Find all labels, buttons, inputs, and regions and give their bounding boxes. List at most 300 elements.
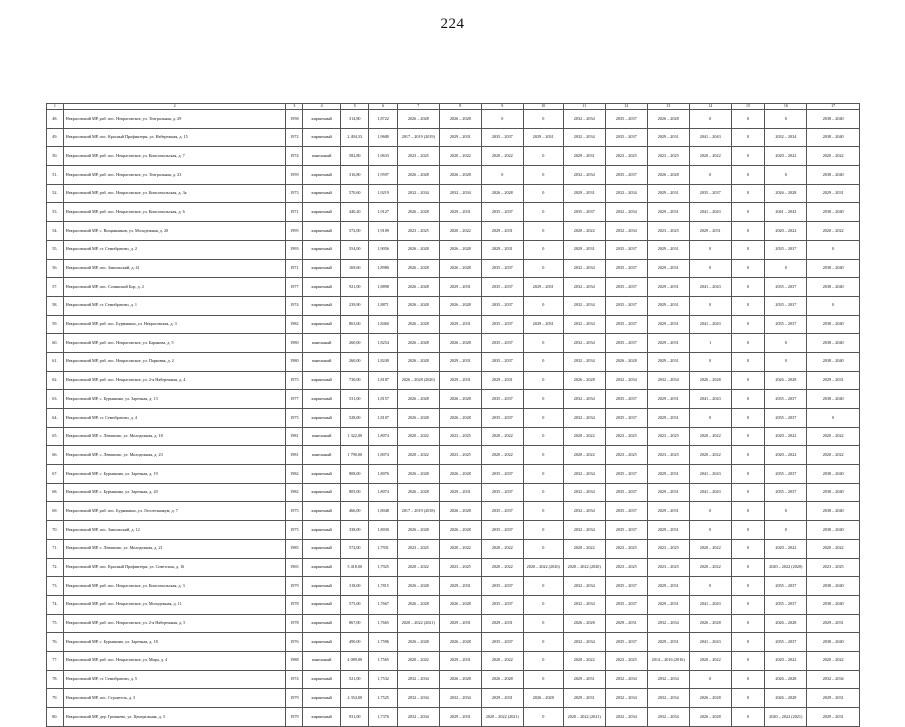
table-cell: 0 bbox=[523, 614, 563, 633]
table-cell: 2026 – 2028 bbox=[765, 670, 807, 689]
table-cell: 2032 – 2034 bbox=[765, 128, 807, 147]
table-cell: 2029 – 2031 bbox=[647, 595, 689, 614]
table-cell: 0 bbox=[765, 110, 807, 129]
row-number-cell: 54. bbox=[47, 222, 64, 241]
table-cell: кирпичный bbox=[303, 595, 341, 614]
table-cell: 931,00 bbox=[341, 708, 369, 727]
table-cell: панельный bbox=[303, 446, 341, 465]
table-cell: 2026 – 2028 bbox=[689, 708, 731, 727]
table-cell: 2029 – 2031 bbox=[523, 278, 563, 297]
table-row bbox=[47, 390, 860, 409]
table-cell: 2020 – 2022 bbox=[807, 222, 860, 241]
table-cell: 2026 – 2028 bbox=[439, 334, 481, 353]
address-cell: Некрасовский МР, ст. Семибратово, д. 4 bbox=[63, 409, 286, 428]
table-cell: 1,8074 bbox=[369, 483, 397, 502]
address-cell: Некрасовский МР, раб. пос. Некрасовское, ул. Мира, д. 4 bbox=[63, 651, 286, 670]
table-cell: 531,00 bbox=[341, 390, 369, 409]
table-cell: 2029 – 2031 bbox=[439, 577, 481, 596]
table-cell: 2020 – 2022 bbox=[439, 222, 481, 241]
table-cell: кирпичный bbox=[303, 577, 341, 596]
address-cell: Некрасовский МР, с. Левашово, ул. Молодежная, д. 18 bbox=[63, 427, 286, 446]
table-cell: 2032 – 2034 bbox=[605, 371, 647, 390]
table-row bbox=[47, 166, 860, 185]
table-cell: 2026 – 2028 bbox=[563, 614, 605, 633]
table-cell: 1,9109 bbox=[369, 222, 397, 241]
address-cell: Некрасовский МР, с. Левашово, ул. Молодежная, д. 23 bbox=[63, 446, 286, 465]
address-cell: Некрасовский МР, раб. пос. Некрасовское, ул. 2-я Набережная, д. 4 bbox=[63, 371, 286, 390]
table-cell: 2029 – 2031 bbox=[689, 222, 731, 241]
table-cell: 2026 – 2028 bbox=[439, 409, 481, 428]
table-cell: 2026 – 2028 bbox=[397, 521, 439, 540]
table-cell: 2035 – 2037 bbox=[605, 409, 647, 428]
table-cell: панельный bbox=[303, 651, 341, 670]
address-cell: Некрасовский МР, раб. пос. Некрасовское, ул. Комсомольская, д. 7 bbox=[63, 147, 286, 166]
address-cell: Некрасовский МР, ст. Семибратово, д. 2 bbox=[63, 240, 286, 259]
row-number-cell: 49. bbox=[47, 128, 64, 147]
table-cell: 1974 bbox=[286, 296, 303, 315]
row-number-cell: 79. bbox=[47, 689, 64, 708]
table-cell: 1,8898 bbox=[369, 278, 397, 297]
table-cell: 2029 – 2031 bbox=[647, 296, 689, 315]
table-cell: 0 bbox=[731, 128, 765, 147]
table-cell: 0 bbox=[523, 296, 563, 315]
table-cell: 2035 – 2037 bbox=[481, 633, 523, 652]
table-cell: 2032 – 2034 bbox=[563, 483, 605, 502]
table-cell: 863,60 bbox=[341, 315, 369, 334]
table-cell: 2020 – 2022 bbox=[481, 539, 523, 558]
table-cell: 2035 – 2037 bbox=[765, 409, 807, 428]
table-cell: 2026 – 2028 bbox=[397, 296, 439, 315]
table-cell: 2035 – 2037 bbox=[605, 334, 647, 353]
table-cell: 1,8157 bbox=[369, 390, 397, 409]
table-cell: 1,7565 bbox=[369, 651, 397, 670]
table-cell: 2029 – 2031 bbox=[647, 128, 689, 147]
table-cell: 2026 – 2028 bbox=[439, 502, 481, 521]
table-cell: 2020 – 2022 bbox=[563, 427, 605, 446]
table-cell: 0 bbox=[731, 521, 765, 540]
table-cell: 2023 – 2025 bbox=[647, 222, 689, 241]
row-number-cell: 66. bbox=[47, 446, 64, 465]
table-cell: 2035 – 2037 bbox=[765, 296, 807, 315]
table-cell: 2029 – 2031 bbox=[647, 633, 689, 652]
table-cell: 2032 – 2034 bbox=[563, 315, 605, 334]
table-cell: 2029 – 2031 bbox=[807, 184, 860, 203]
table-cell: 2035 – 2037 bbox=[605, 110, 647, 129]
table-cell: 2023 – 2025 bbox=[647, 539, 689, 558]
table-cell: 2032 – 2034 bbox=[563, 390, 605, 409]
table-cell: 2020 – 2022 (2020) bbox=[765, 558, 807, 577]
table-cell: 2029 – 2031 bbox=[807, 371, 860, 390]
table-cell: 2020 – 2022 bbox=[765, 222, 807, 241]
table-cell: 2029 – 2031 bbox=[481, 614, 523, 633]
table-cell: 314,80 bbox=[341, 110, 369, 129]
table-row bbox=[47, 465, 860, 484]
table-cell: 805,00 bbox=[341, 483, 369, 502]
table-cell: 2023 – 2025 bbox=[605, 446, 647, 465]
table-cell: 440,20 bbox=[341, 203, 369, 222]
table-row bbox=[47, 147, 860, 166]
table-cell: 2020 – 2022 bbox=[765, 147, 807, 166]
table-cell: 2038 – 2040 bbox=[807, 166, 860, 185]
table-cell: 2035 – 2037 bbox=[765, 483, 807, 502]
table-cell: 2038 – 2040 bbox=[807, 595, 860, 614]
table-cell: 2026 – 2028 bbox=[397, 240, 439, 259]
table-cell: 2029 – 2031 bbox=[439, 708, 481, 727]
address-cell: Некрасовский МР, пос. Красный Профинтерн, ул. Набережная, д. 15 bbox=[63, 128, 286, 147]
table-cell: 318,00 bbox=[341, 577, 369, 596]
table-cell: 1,8030 bbox=[369, 521, 397, 540]
row-number-cell: 73. bbox=[47, 577, 64, 596]
table-cell: 2029 – 2031 bbox=[647, 483, 689, 502]
table-cell: 2020 – 2022 bbox=[397, 446, 439, 465]
table-cell: 2038 – 2040 bbox=[807, 259, 860, 278]
table-cell: 582,80 bbox=[341, 147, 369, 166]
table-cell: 2029 – 2031 bbox=[647, 502, 689, 521]
table-cell: 2035 – 2037 bbox=[481, 296, 523, 315]
table-cell: 0 bbox=[731, 577, 765, 596]
table-cell: 2026 – 2028 bbox=[439, 595, 481, 614]
table-cell: 2035 – 2037 bbox=[605, 278, 647, 297]
table-cell: 1,9056 bbox=[369, 240, 397, 259]
table-cell: 0 bbox=[765, 166, 807, 185]
table-cell: 0 bbox=[689, 521, 731, 540]
table-cell: 2029 – 2031 bbox=[647, 259, 689, 278]
table-cell: 2020 – 2022 bbox=[481, 651, 523, 670]
address-cell: Некрасовский МР, раб. пос. Некрасовское, ул. Баранова, д. 5 bbox=[63, 334, 286, 353]
table-cell: 0 bbox=[689, 240, 731, 259]
table-cell: 0 bbox=[689, 166, 731, 185]
table-cell: 316,80 bbox=[341, 166, 369, 185]
table-cell: 1979 bbox=[286, 689, 303, 708]
table-cell: 2035 – 2037 bbox=[605, 465, 647, 484]
table-cell: 2032 – 2034 bbox=[647, 689, 689, 708]
table-cell: 2026 – 2028 bbox=[439, 633, 481, 652]
table-cell: кирпичный bbox=[303, 296, 341, 315]
table-cell: 1972 bbox=[286, 128, 303, 147]
table-cell: 0 bbox=[731, 184, 765, 203]
table-cell: 2026 – 2028 bbox=[765, 689, 807, 708]
table-cell: 0 bbox=[731, 614, 765, 633]
table-cell: 2032 – 2034 bbox=[563, 352, 605, 371]
table-cell: 2029 – 2031 bbox=[481, 371, 523, 390]
table-cell: 2023 – 2025 bbox=[439, 446, 481, 465]
table-cell: 2020 – 2022 bbox=[807, 427, 860, 446]
table-cell: 2041 – 2043 bbox=[689, 390, 731, 409]
row-number-cell: 78. bbox=[47, 670, 64, 689]
table-cell: 2029 – 2031 bbox=[481, 222, 523, 241]
table-cell: 2026 – 2028 bbox=[765, 614, 807, 633]
table-cell: 2035 – 2037 bbox=[605, 502, 647, 521]
address-cell: Некрасовский МР, раб. пос. Некрасовское, ул. Комсомольская, д. 3 bbox=[63, 577, 286, 596]
table-cell: 1974 bbox=[286, 670, 303, 689]
table-row bbox=[47, 502, 860, 521]
table-row bbox=[47, 409, 860, 428]
table-cell: 2014 – 2016 (2016) bbox=[647, 651, 689, 670]
table-cell: 2029 – 2031 bbox=[647, 315, 689, 334]
table-cell: 1980 bbox=[286, 334, 303, 353]
table-cell: 2026 – 2028 bbox=[397, 278, 439, 297]
table-cell: 2041 – 2043 bbox=[689, 465, 731, 484]
table-cell: 1977 bbox=[286, 278, 303, 297]
table-cell: 1,7525 bbox=[369, 689, 397, 708]
table-cell: 1973 bbox=[286, 184, 303, 203]
table-cell: 2 494,33 bbox=[341, 128, 369, 147]
row-number-cell: 60. bbox=[47, 334, 64, 353]
column-number-cell: 1 bbox=[47, 104, 64, 110]
row-number-cell: 48. bbox=[47, 110, 64, 129]
table-cell: кирпичный bbox=[303, 409, 341, 428]
table-cell: кирпичный bbox=[303, 483, 341, 502]
table-cell: 0 bbox=[731, 409, 765, 428]
table-cell: 2029 – 2031 bbox=[563, 670, 605, 689]
table-row bbox=[47, 334, 860, 353]
row-number-cell: 68. bbox=[47, 483, 64, 502]
address-cell: Некрасовский МР, ст. Семибратово, д. 5 bbox=[63, 670, 286, 689]
table-cell: кирпичный bbox=[303, 110, 341, 129]
table-cell: 2038 – 2040 bbox=[807, 110, 860, 129]
table-cell: 490,00 bbox=[341, 633, 369, 652]
table-row bbox=[47, 427, 860, 446]
table-cell: 2038 – 2040 bbox=[807, 278, 860, 297]
table-cell: 2029 – 2031 bbox=[439, 203, 481, 222]
table-cell: 2032 – 2034 bbox=[647, 371, 689, 390]
table-cell: 2035 – 2037 bbox=[481, 483, 523, 502]
table-cell: 2026 – 2028 bbox=[397, 483, 439, 502]
table-cell: 0 bbox=[523, 595, 563, 614]
table-cell: 2029 – 2031 bbox=[439, 315, 481, 334]
table-cell: 2026 – 2028 bbox=[765, 184, 807, 203]
address-cell: Некрасовский МР, раб. пос. Некрасовское, ул. Парковая, д. 2 bbox=[63, 352, 286, 371]
row-number-cell: 77. bbox=[47, 651, 64, 670]
row-number-cell: 70. bbox=[47, 521, 64, 540]
table-cell: кирпичный bbox=[303, 633, 341, 652]
table-cell: 2035 – 2037 bbox=[481, 465, 523, 484]
table-row bbox=[47, 259, 860, 278]
table-cell: 0 bbox=[689, 577, 731, 596]
table-cell: 0 bbox=[731, 371, 765, 390]
table-cell: 2020 – 2022 bbox=[397, 558, 439, 577]
table-cell: 2035 – 2037 bbox=[605, 521, 647, 540]
table-cell: 2020 – 2022 bbox=[807, 147, 860, 166]
row-number-cell: 67. bbox=[47, 465, 64, 484]
page-number: 224 bbox=[440, 16, 465, 32]
row-number-cell: 50. bbox=[47, 147, 64, 166]
table-cell: 2026 – 2028 bbox=[523, 689, 563, 708]
table-cell: 0 bbox=[731, 296, 765, 315]
table-cell: 2038 – 2040 bbox=[807, 128, 860, 147]
table-cell: 2038 – 2040 bbox=[807, 203, 860, 222]
table-cell: 0 bbox=[731, 446, 765, 465]
table-cell: 0 bbox=[523, 352, 563, 371]
table-cell: 2023 – 2025 bbox=[647, 446, 689, 465]
row-number-cell: 69. bbox=[47, 502, 64, 521]
table-cell: 2026 – 2028 bbox=[439, 465, 481, 484]
table-cell: 2020 – 2022 bbox=[439, 147, 481, 166]
table-cell: 0 bbox=[523, 110, 563, 129]
table-row bbox=[47, 315, 860, 334]
row-number-cell: 51. bbox=[47, 166, 64, 185]
table-cell: 169,60 bbox=[341, 259, 369, 278]
table-cell: 2023 – 2025 bbox=[605, 651, 647, 670]
table-cell: 2026 – 2028 bbox=[439, 240, 481, 259]
table-cell: 2026 – 2028 bbox=[605, 352, 647, 371]
table-row bbox=[47, 483, 860, 502]
table-cell: 0 bbox=[689, 296, 731, 315]
table-cell: 2026 – 2028 bbox=[689, 689, 731, 708]
table-cell: 2038 – 2040 bbox=[807, 577, 860, 596]
table-cell: 2020 – 2022 bbox=[765, 446, 807, 465]
table-cell: 2026 – 2028 bbox=[563, 371, 605, 390]
address-cell: Некрасовский МР, с. Бурмакино, ул. Заречная, д. 18 bbox=[63, 633, 286, 652]
table-cell: 0 bbox=[481, 110, 523, 129]
table-cell: 0 bbox=[731, 689, 765, 708]
table-cell: 2 354,00 bbox=[341, 689, 369, 708]
table-row bbox=[47, 558, 860, 577]
table-row bbox=[47, 240, 860, 259]
table-cell: 0 bbox=[523, 502, 563, 521]
table-cell: 2026 – 2028 bbox=[397, 577, 439, 596]
row-number-cell: 62. bbox=[47, 371, 64, 390]
row-number-cell: 75. bbox=[47, 614, 64, 633]
address-cell: Некрасовский МР, раб. пос. Бурмакино, ул. Лесотехникум, д. 7 bbox=[63, 502, 286, 521]
table-cell: 2035 – 2037 bbox=[765, 633, 807, 652]
table-cell: 2029 – 2031 bbox=[439, 614, 481, 633]
column-number-cell: 14 bbox=[689, 104, 731, 110]
table-cell: 1993 bbox=[286, 240, 303, 259]
table-cell: 1978 bbox=[286, 614, 303, 633]
table-cell: панельный bbox=[303, 352, 341, 371]
table-cell: 0 bbox=[731, 670, 765, 689]
table-cell: 0 bbox=[523, 334, 563, 353]
table-cell: 239,90 bbox=[341, 296, 369, 315]
table-cell: 2029 – 2031 bbox=[647, 390, 689, 409]
table-cell: 2026 – 2028 bbox=[397, 315, 439, 334]
table-cell: 2032 – 2034 bbox=[439, 184, 481, 203]
table-cell: 1,8074 bbox=[369, 446, 397, 465]
table-cell: 2035 – 2037 bbox=[765, 240, 807, 259]
table-cell: 2020 – 2022 bbox=[689, 558, 731, 577]
table-cell: 1,7925 bbox=[369, 558, 397, 577]
column-number-cell: 3 bbox=[286, 104, 303, 110]
table-cell: 1,8980 bbox=[369, 259, 397, 278]
table-cell: 730,00 bbox=[341, 371, 369, 390]
address-cell: Некрасовский МР, раб. пос. Некрасовское, ул. Театральная, д. 23 bbox=[63, 166, 286, 185]
table-cell: 2026 – 2028 bbox=[439, 110, 481, 129]
table-cell: 2020 – 2022 bbox=[689, 446, 731, 465]
table-cell: 2035 – 2037 bbox=[481, 203, 523, 222]
table-cell: 2041 – 2043 bbox=[689, 483, 731, 502]
table-cell: 2029 – 2031 bbox=[563, 240, 605, 259]
row-number-cell: 52. bbox=[47, 184, 64, 203]
address-cell: Некрасовский МР, раб. пос. Некрасовское, ул. Комсомольская, д. 6 bbox=[63, 203, 286, 222]
table-cell: 466,00 bbox=[341, 502, 369, 521]
table-cell: 1988 bbox=[286, 651, 303, 670]
table-cell: 2041 – 2043 bbox=[689, 278, 731, 297]
table-cell: 2041 – 2043 bbox=[689, 633, 731, 652]
table-cell: 0 bbox=[765, 334, 807, 353]
row-number-cell: 58. bbox=[47, 296, 64, 315]
table-cell: 2029 – 2031 bbox=[523, 315, 563, 334]
table-row bbox=[47, 633, 860, 652]
table-cell: 2020 – 2022 bbox=[563, 651, 605, 670]
table-cell: 2023 – 2025 bbox=[807, 558, 860, 577]
table-cell: 2020 – 2022 bbox=[397, 427, 439, 446]
table-cell: 2032 – 2034 bbox=[563, 259, 605, 278]
table-cell: 1982 bbox=[286, 465, 303, 484]
table-cell: кирпичный bbox=[303, 708, 341, 727]
table-cell: 2032 – 2034 bbox=[563, 577, 605, 596]
table-cell: 2035 – 2037 bbox=[765, 465, 807, 484]
table-row bbox=[47, 296, 860, 315]
column-number-cell: 10 bbox=[523, 104, 563, 110]
table-cell: 0 bbox=[523, 147, 563, 166]
table-cell: 2029 – 2031 bbox=[647, 240, 689, 259]
table-cell: кирпичный bbox=[303, 465, 341, 484]
table-cell: 2038 – 2040 bbox=[807, 633, 860, 652]
table-cell: 0 bbox=[731, 315, 765, 334]
table-cell: 2032 – 2034 bbox=[605, 184, 647, 203]
address-cell: Некрасовский МР, раб. пос. Бурмакино, ул. Некрасовская, д. 3 bbox=[63, 315, 286, 334]
table-cell: 2029 – 2031 bbox=[563, 147, 605, 166]
table-cell: 0 bbox=[689, 352, 731, 371]
table-cell: 0 bbox=[523, 184, 563, 203]
table-cell: 1,8076 bbox=[369, 465, 397, 484]
table-cell: 2032 – 2034 bbox=[563, 110, 605, 129]
table-cell: 554,00 bbox=[341, 240, 369, 259]
address-cell: Некрасовский МР, с. Бурмакино, ул. Заречная, д. 13 bbox=[63, 390, 286, 409]
table-cell: 572,00 bbox=[341, 222, 369, 241]
table-cell: 2032 – 2034 bbox=[397, 184, 439, 203]
table-cell: 2020 – 2022 bbox=[481, 558, 523, 577]
table-cell: 2023 – 2025 bbox=[647, 427, 689, 446]
table-cell: 1985 bbox=[286, 539, 303, 558]
table-cell: 1,8722 bbox=[369, 110, 397, 129]
address-cell: Некрасовский МР, пос. Заволжский, д. 41 bbox=[63, 259, 286, 278]
table-cell: кирпичный bbox=[303, 539, 341, 558]
table-cell: 2029 – 2031 bbox=[439, 371, 481, 390]
table-cell: 2038 – 2040 bbox=[807, 502, 860, 521]
table-cell: 2032 – 2034 bbox=[563, 521, 605, 540]
table-cell: кирпичный bbox=[303, 128, 341, 147]
table-cell: 1974 bbox=[286, 147, 303, 166]
table-cell: 0 bbox=[765, 352, 807, 371]
table-cell: 0 bbox=[689, 670, 731, 689]
table-cell: 2032 – 2034 bbox=[397, 708, 439, 727]
table-cell: 2023 – 2025 bbox=[397, 539, 439, 558]
table-cell: 2032 – 2034 bbox=[605, 708, 647, 727]
table-cell: 921,00 bbox=[341, 278, 369, 297]
table-cell: панельный bbox=[303, 334, 341, 353]
table-cell: 2035 – 2037 bbox=[765, 278, 807, 297]
table-cell: 1976 bbox=[286, 633, 303, 652]
table-cell: 2026 – 2028 bbox=[439, 521, 481, 540]
table-cell: 0 bbox=[689, 110, 731, 129]
table-cell: 2020 – 2022 (2020) bbox=[563, 558, 605, 577]
table-cell: 260,00 bbox=[341, 352, 369, 371]
table-cell: 2029 – 2031 bbox=[807, 614, 860, 633]
table-cell: 1,7931 bbox=[369, 539, 397, 558]
table-cell: 2041 – 2043 bbox=[689, 315, 731, 334]
table-row bbox=[47, 128, 860, 147]
row-number-cell: 65. bbox=[47, 427, 64, 446]
table-row bbox=[47, 184, 860, 203]
address-cell: Некрасовский МР, ст. Семибратово, д. 1 bbox=[63, 296, 286, 315]
table-cell: 0 bbox=[523, 446, 563, 465]
table-cell: 5 418,00 bbox=[341, 558, 369, 577]
table-cell: 2029 – 2031 bbox=[647, 278, 689, 297]
table-cell: 2020 – 2022 bbox=[481, 147, 523, 166]
table-cell: 2035 – 2037 bbox=[481, 390, 523, 409]
